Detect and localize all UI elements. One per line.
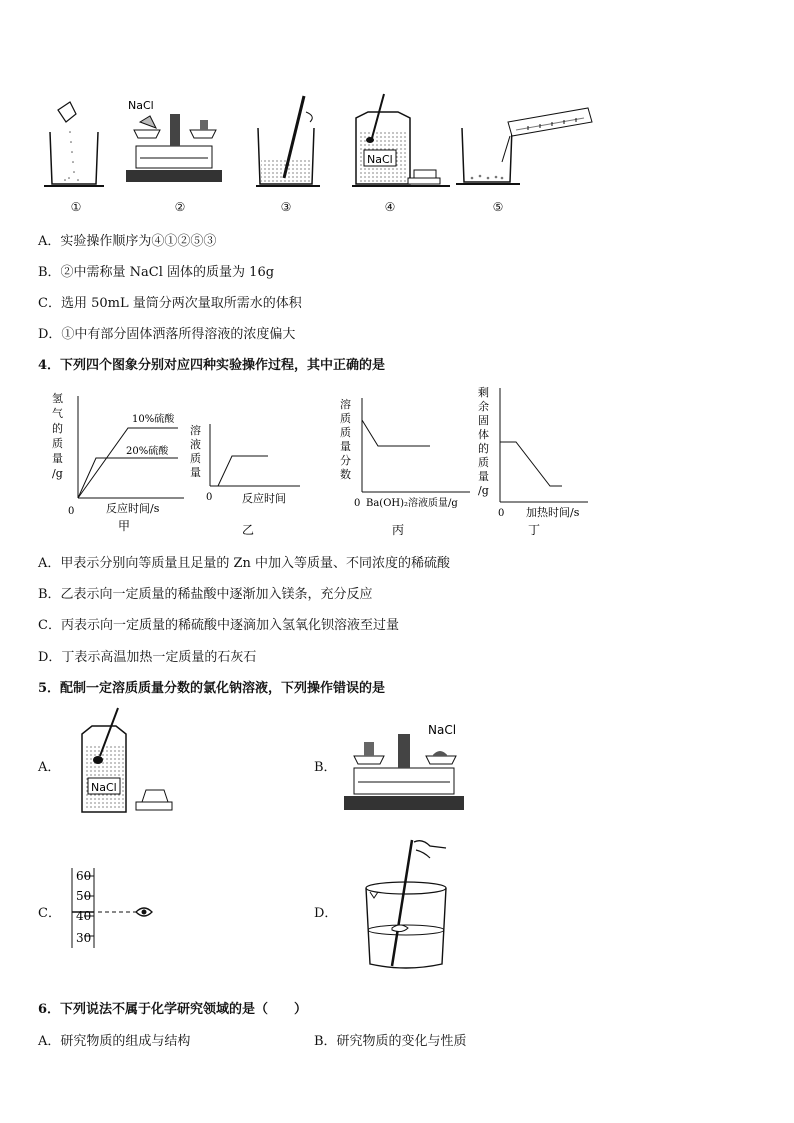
q3-option-d: D．①中有部分固体洒落所得溶液的浓度偏大 — [38, 327, 296, 342]
q3-fig3-label: ③ — [280, 200, 292, 214]
yi-xlabel: 反应时间 — [242, 492, 286, 505]
bing-ylabel-char: 量 — [340, 440, 351, 453]
q4-option-a: A．甲表示分别向等质量且足量的 Zn 中加入等质量、不同浓度的稀硫酸 — [38, 556, 451, 571]
q4-option-c: C．丙表示向一定质量的稀硫酸中逐滴加入氢氧化钡溶液至过量 — [38, 618, 399, 633]
ding-ylabel-char: 余 — [478, 400, 489, 413]
q4-graph-bing — [338, 396, 478, 538]
ding-ylabel-char: 质 — [478, 456, 489, 469]
q5-label-d: D． — [314, 906, 338, 921]
ding-ylabel-char: 固 — [478, 414, 489, 427]
eye-icon — [136, 908, 152, 916]
q5-label-a: A． — [38, 760, 61, 775]
q5-tick-30: 30 — [76, 931, 92, 945]
q3-fig4-bottle-spoon — [352, 94, 450, 186]
q6-stem: 6．下列说法不属于化学研究领域的是（ ） — [38, 1002, 308, 1017]
ding-name: 丁 — [528, 523, 541, 537]
q5-tick-50: 50 — [76, 889, 92, 903]
jia-origin: 0 — [68, 506, 75, 517]
ding-origin: 0 — [498, 508, 505, 519]
q5-tick-60: 60 — [76, 869, 92, 883]
q3-fig2-label: ② — [174, 200, 186, 214]
q4-option-b: B．乙表示向一定质量的稀盐酸中逐渐加入镁条，充分反应 — [38, 587, 373, 602]
bing-ylabel-char: 质 — [340, 426, 351, 439]
bing-name: 丙 — [392, 523, 405, 537]
q3-apparatus-figures — [40, 92, 600, 222]
q6-option-b: B．研究物质的变化与性质 — [314, 1034, 467, 1049]
yi-ylabel-char: 液 — [190, 438, 201, 451]
jia-ylabel-char: 的 — [52, 422, 63, 435]
q5-fig-b-nacl: NaCl — [428, 723, 457, 737]
q4-stem: 4．下列四个图象分别对应四种实验操作过程，其中正确的是 — [38, 358, 386, 373]
jia-xlabel: 反应时间/s — [106, 502, 160, 515]
ding-ylabel-char: /g — [478, 484, 489, 497]
bing-ylabel-char: 质 — [340, 412, 351, 425]
yi-name: 乙 — [242, 523, 255, 537]
jia-name: 甲 — [118, 519, 131, 533]
jia-series-10: 10%硫酸 — [132, 414, 175, 425]
q3-option-a: A．实验操作顺序为④①②⑤③ — [38, 234, 217, 249]
jia-series-20: 20%硫酸 — [126, 446, 169, 457]
q5-label-c: C． — [38, 906, 61, 921]
q3-fig4-label: ④ — [384, 200, 396, 214]
q5-fig-d-beaker-stir — [356, 836, 456, 976]
yi-ylabel-char: 量 — [190, 466, 201, 479]
q4-option-d: D．丁表示高温加热一定质量的石灰石 — [38, 650, 257, 665]
q5-stem: 5．配制一定溶质质量分数的氯化钠溶液，下列操作错误的是 — [38, 681, 386, 696]
q3-fig3-beaker-stir — [256, 96, 320, 186]
q3-fig2-nacl-label: NaCl — [128, 99, 154, 112]
q5-fig-b-balance — [340, 720, 470, 816]
q3-fig5-pour-water — [456, 108, 592, 184]
q4-graph-jia — [48, 388, 188, 536]
bing-ylabel-char: 溶 — [340, 398, 351, 411]
q3-fig2-balance — [126, 99, 222, 182]
q5-fig-c-cylinder — [66, 864, 166, 950]
q3-fig5-label: ⑤ — [492, 200, 504, 214]
q5-fig-a-nacl: NaCl — [91, 781, 117, 794]
jia-ylabel-char: 氢 — [52, 392, 63, 405]
bing-ylabel-char: 数 — [340, 468, 351, 481]
q6-option-a: A．研究物质的组成与结构 — [38, 1034, 191, 1049]
q5-tick-40: 40 — [76, 909, 92, 923]
q4-graph-yi — [188, 420, 308, 538]
jia-ylabel-char: /g — [52, 467, 63, 480]
bing-xlabel: Ba(OH)₂溶液质量/g — [366, 498, 458, 509]
q4-graph-ding — [476, 382, 596, 542]
ding-ylabel-char: 量 — [478, 470, 489, 483]
q3-fig1-label: ① — [70, 200, 82, 214]
ding-ylabel-char: 的 — [478, 442, 489, 455]
q3-option-b: B．②中需称量 NaCl 固体的质量为 16g — [38, 265, 275, 280]
jia-ylabel-char: 气 — [52, 407, 63, 420]
bing-ylabel-char: 分 — [340, 454, 351, 467]
q3-fig1-beaker — [44, 102, 104, 186]
q3-fig4-nacl-label: NaCl — [367, 153, 393, 166]
yi-ylabel-char: 溶 — [190, 424, 201, 437]
ding-ylabel-char: 剩 — [478, 386, 489, 399]
jia-ylabel-char: 质 — [52, 437, 63, 450]
yi-ylabel-char: 质 — [190, 452, 201, 465]
ding-xlabel: 加热时间/s — [526, 506, 580, 519]
yi-origin: 0 — [206, 492, 213, 503]
q5-label-b: B． — [314, 760, 337, 775]
ding-ylabel-char: 体 — [478, 428, 489, 441]
bing-origin: 0 — [354, 498, 361, 509]
jia-ylabel-char: 量 — [52, 452, 63, 465]
q3-option-c: C．选用 50mL 量筒分两次量取所需水的体积 — [38, 296, 302, 311]
q5-fig-a-bottle — [74, 706, 184, 816]
